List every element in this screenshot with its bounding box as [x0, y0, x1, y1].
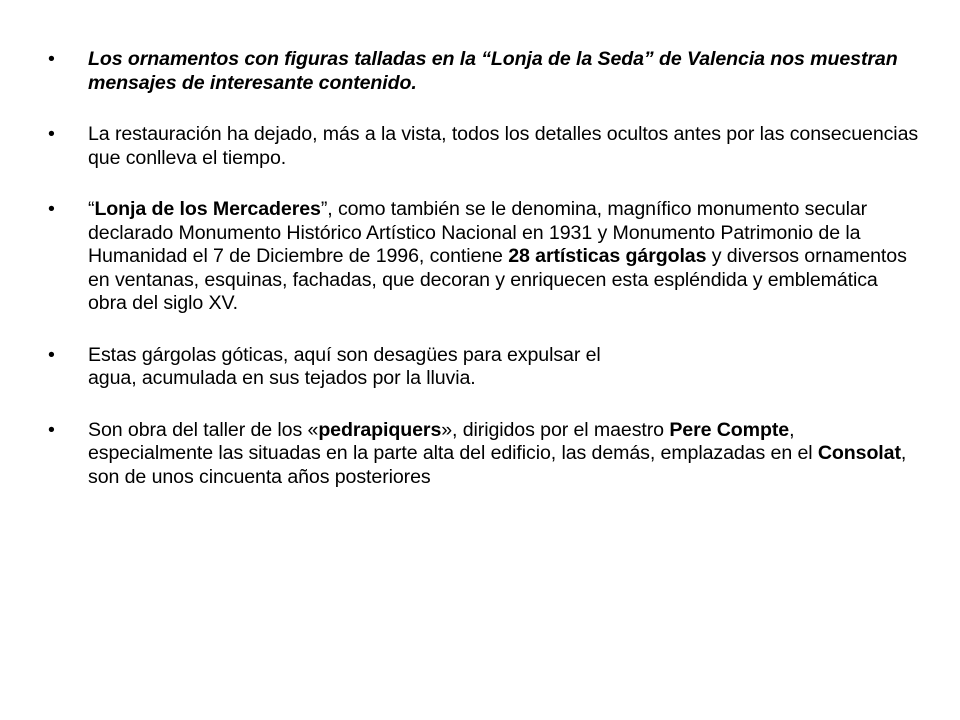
bullet-item-gargolas-goticas	[48, 344, 920, 391]
text-segment: Son obra del taller de los «	[88, 418, 319, 441]
bullet-item-taller-pedrapiquers	[48, 419, 920, 490]
bold-pedrapiquers: pedrapiquers	[318, 418, 442, 441]
bullet-text	[88, 344, 920, 391]
bullet-item-lonja-mercaderes	[48, 198, 920, 316]
text-line: agua, acumulada en sus tejados por la lluvia.	[88, 367, 476, 389]
bullet-dot-icon: •	[48, 198, 55, 220]
bullet-dot-icon: •	[48, 123, 55, 145]
bullet-dot-icon: •	[48, 343, 55, 366]
bullet-text: La restauración ha dejado, más a la vista, todos los detalles ocultos antes por las consecuencias que conlleva el tiempo.	[88, 123, 919, 169]
text-segment: , especialmente las situadas en la parte alta del edificio, las demás, emplazadas en el	[88, 418, 818, 464]
text-line: Estas gárgolas góticas, aquí son desagües para expulsar el	[88, 343, 601, 366]
bullet-list	[48, 48, 920, 489]
bold-consolat: Consolat	[817, 442, 901, 464]
text-segment: », dirigidos por el maestro	[441, 418, 670, 441]
bold-pere-compte: Pere Compte	[669, 418, 790, 441]
bullet-text	[88, 419, 920, 490]
bullet-dot-icon: •	[48, 48, 55, 70]
bold-lonja-mercaderes: Lonja de los Mercaderes	[94, 198, 321, 220]
text-segment: ”, como también se le denomina, magnífico monumento secular declarado Monumento Histórico Artístico Nacional en 1931 y Monumento Patrimonio de la Humanidad el 7 de Diciembre de 1996, contiene	[88, 198, 868, 267]
bullet-item-restauracion	[48, 123, 920, 170]
bullet-text: Los ornamentos con figuras talladas en la “Lonja de la Seda” de Valencia nos muestran mensajes de interesante contenido.	[88, 48, 898, 94]
text-segment: , son de unos cincuenta años posteriores	[88, 442, 907, 488]
bullet-text	[88, 198, 920, 316]
bullet-item-lonja-seda	[48, 48, 920, 95]
open-quote: “	[88, 198, 95, 220]
bullet-dot-icon: •	[48, 418, 55, 441]
text-segment: y diversos ornamentos en ventanas, esquinas, fachadas, que decoran y enriquecen esta espléndida y emblemática obra del siglo XV.	[88, 245, 907, 314]
bold-gargolas-count: 28 artísticas gárgolas	[508, 245, 707, 267]
